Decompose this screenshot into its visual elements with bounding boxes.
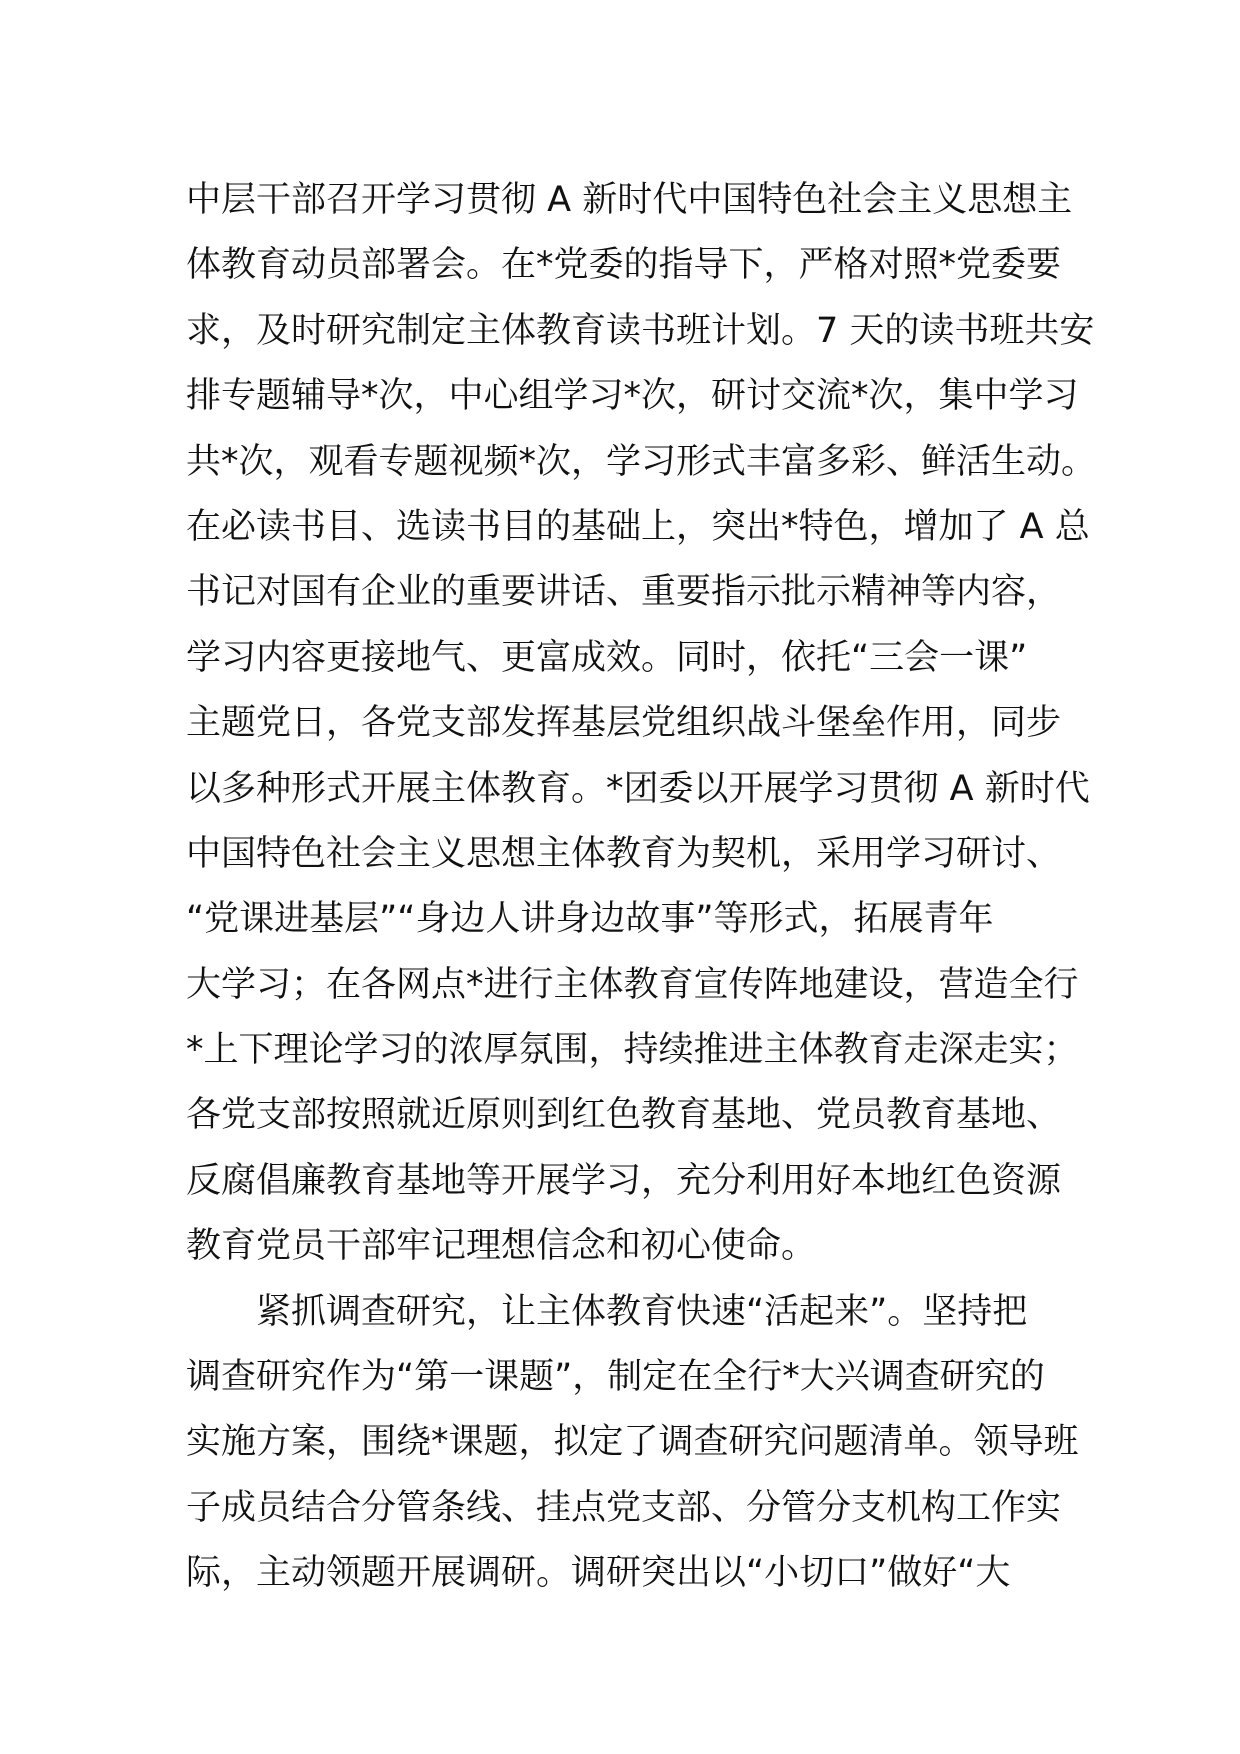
text-line: 大学习；在各网点*进行主体教育宣传阵地建设，营造全行 <box>186 964 1079 1005</box>
text-line: 书记对国有企业的重要讲话、重要指示批示精神等内容， <box>186 572 1062 613</box>
text-line: 体教育动员部署会。在*党委的指导下，严格对照*党委要 <box>186 245 1062 286</box>
text-line: 在必读书目、选读书目的基础上，突出*特色，增加了 A 总 <box>186 506 1090 547</box>
text-line: 调查研究作为“第一课题”，制定在全行*大兴调查研究的 <box>186 1357 1045 1398</box>
text-line: 排专题辅导*次，中心组学习*次，研讨交流*次，集中学习 <box>186 376 1079 417</box>
text-line: 反腐倡廉教育基地等开展学习，充分利用好本地红色资源 <box>186 1160 1062 1201</box>
body-text <box>186 168 1097 1607</box>
text-line: 以多种形式开展主体教育。*团委以开展学习贯彻 A 新时代 <box>186 768 1090 809</box>
text-line: 教育党员干部牢记理想信念和初心使命。 <box>186 1226 817 1267</box>
text-line: 中层干部召开学习贯彻 A 新时代中国特色社会主义思想主 <box>186 180 1073 220</box>
text-line: “党课进基层”“身边人讲身边故事”等形式，拓展青年 <box>186 899 994 940</box>
text-line: 学习内容更接地气、更富成效。同时，依托“三会一课” <box>186 637 1028 678</box>
text-line: 求，及时研究制定主体教育读书班计划。7 天的读书班共安 <box>186 310 1095 351</box>
text-line: 主题党日，各党支部发挥基层党组织战斗堡垒作用，同步 <box>186 703 1062 744</box>
text-line: 实施方案，围绕*课题，拟定了调查研究问题清单。领导班 <box>186 1422 1079 1463</box>
text-line: 际，主动领题开展调研。调研突出以“小切口”做好“大 <box>186 1553 1011 1594</box>
text-line: 中国特色社会主义思想主体教育为契机，采用学习研讨、 <box>186 833 1062 874</box>
text-line: *上下理论学习的浓厚氛围，持续推进主体教育走深走实； <box>186 1030 1079 1071</box>
text-line: 共*次，观看专题视频*次，学习形式丰富多彩、鲜活生动。 <box>186 441 1097 482</box>
paragraph-start-line: 紧抓调查研究，让主体教育快速“活起来”。坚持把 <box>256 1291 1028 1332</box>
text-line: 子成员结合分管条线、挂点党支部、分管分支机构工作实 <box>186 1487 1062 1528</box>
text-line: 各党支部按照就近原则到红色教育基地、党员教育基地、 <box>186 1095 1062 1136</box>
